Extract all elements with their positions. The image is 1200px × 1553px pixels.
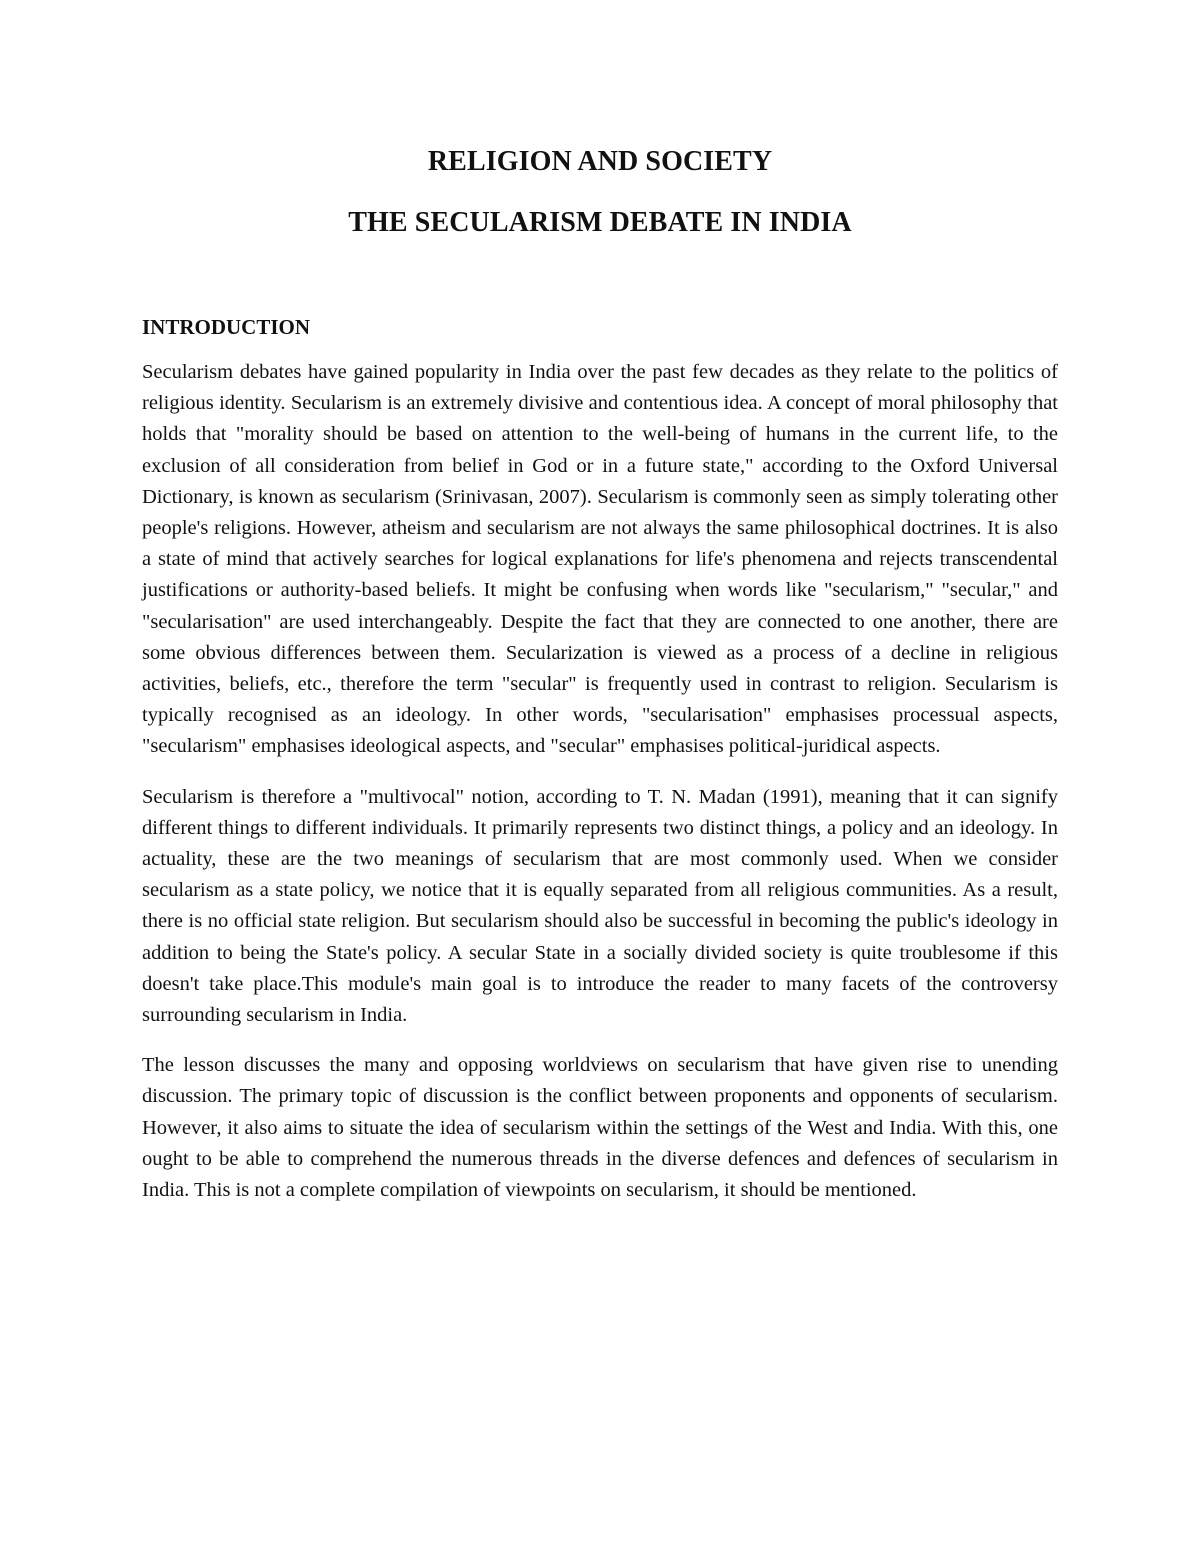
paragraph: The lesson discusses the many and opposing worldviews on secularism that have given rise to unending discussion. The primary topic of discussion is the conflict between proponents and opponents of secularism. However, it also aims to situate the idea of secularism within the settings of the West and India. With this, one ought to be able to comprehend the numerous threads in the diverse defences and defences of secularism in India. This is not a complete compilation of viewpoints on secularism, it should be mentioned. xyxy=(142,1054,1058,1202)
paragraph: Secularism is therefore a "multivocal" notion, according to T. N. Madan (1991), meaning that it can signify different things to different individuals. It primarily represents two distinct things, a policy and an ideology. In actuality, these are the two meanings of secularism that are most commonly used. When we consider secularism as a state policy, we notice that it is equally separated from all religious communities. As a result, there is no official state religion. But secularism should also be successful in becoming the public's ideology in addition to being the State's policy. A secular State in a socially divided society is quite troublesome if this doesn't take place.This module's main goal is to introduce the reader to many facets of the controversy surrounding secularism in India. xyxy=(142,785,1058,1027)
paragraph: Secularism debates have gained popularity in India over the past few decades as they relate to the politics of religious identity. Secularism is an extremely divisive and contentious idea. A concept of moral philosophy that holds that "morality should be based on attention to the well-being of humans in the current life, to the exclusion of all consideration from belief in God or in a future state," according to the Oxford Universal Dictionary, is known as secularism (Srinivasan, 2007). Secularism is commonly seen as simply tolerating other people's religions. However, atheism and secularism are not always the same philosophical doctrines. It is also a state of mind that actively searches for logical explanations for life's phenomena and rejects transcendental justifications or authority-based beliefs. It might be confusing when words like "secularism," "secular," and "secularisation" are used interchangeably. Despite the fact that they are connected to one another, there are some obvious differences between them. Secularization is viewed as a process of a decline in religious activities, beliefs, etc., therefore the term "secular" is frequently used in contrast to religion. Secularism is typically recognised as an ideology. In other words, "secularisation" emphasises processual aspects, "secularism" emphasises ideological aspects, and "secular" emphasises political-juridical aspects. xyxy=(142,361,1058,758)
section-heading: INTRODUCTION xyxy=(142,315,311,339)
document-title: RELIGION AND SOCIETY xyxy=(427,146,773,177)
title-block xyxy=(0,140,1200,245)
document-subtitle: THE SECULARISM DEBATE IN INDIA xyxy=(348,207,852,238)
document-body xyxy=(142,312,1058,1225)
